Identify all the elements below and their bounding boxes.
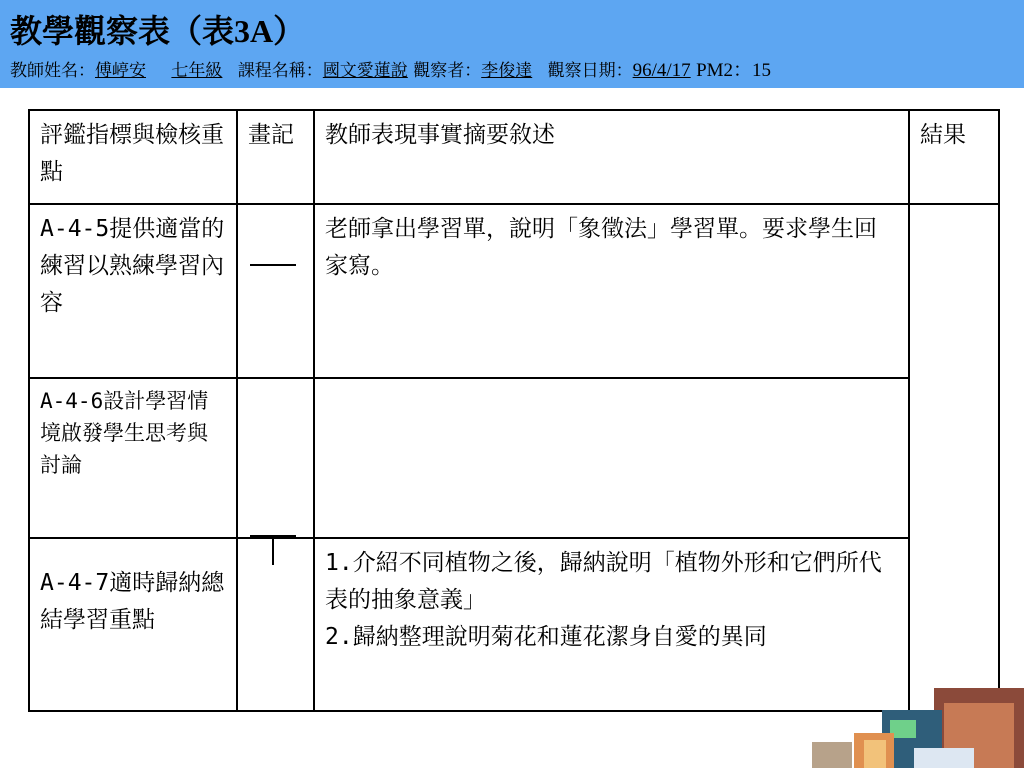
table-row xyxy=(29,378,999,538)
observation-date: 96/4/17 xyxy=(632,60,691,81)
mark-cell xyxy=(237,204,314,378)
course-name: 國文愛蓮說 xyxy=(322,61,408,81)
teacher-name: 傅嵉安 xyxy=(95,61,146,81)
summary-line-1: 1.介紹不同植物之後，歸納說明「植物外形和它們所代表的抽象意義」 xyxy=(325,550,882,613)
course-label: 課程名稱： xyxy=(237,61,323,81)
header-indicator: 評鑑指標與檢核重點 xyxy=(29,110,237,204)
grade: 七年級 xyxy=(171,61,223,81)
summary-line-2: 2.歸納整理說明菊花和蓮花潔身自愛的異同 xyxy=(325,624,767,650)
indicator-cell: A-4-5提供適當的練習以熟練學習內容 xyxy=(29,204,237,378)
tally-t-mark xyxy=(250,535,296,567)
observer-name: 李俊達 xyxy=(481,61,533,81)
mark-cell xyxy=(237,538,314,711)
date-label: 觀察日期： xyxy=(547,61,633,81)
indicator-cell: A-4-6設計學習情境啟發學生思考與討論 xyxy=(29,378,237,538)
summary-cell: 老師拿出學習單，說明「象徵法」學習單。要求學生回家寫。 xyxy=(314,204,909,378)
mark-cell xyxy=(237,378,314,538)
table-header-row xyxy=(29,110,999,204)
indicator-cell: A-4-7適時歸納總結學習重點 xyxy=(29,538,237,711)
header-mark: 畫記 xyxy=(237,110,314,204)
observation-table xyxy=(28,109,1000,712)
observation-info xyxy=(10,55,771,82)
observation-time: PM2：15 xyxy=(696,60,772,81)
result-cell xyxy=(909,204,999,711)
cartoon-figure-image xyxy=(794,648,1024,768)
observer-label: 觀察者： xyxy=(413,61,482,81)
teacher-label: 教師姓名： xyxy=(10,61,95,81)
table-row xyxy=(29,204,999,378)
header-summary: 教師表現事實摘要敘述 xyxy=(314,110,909,204)
tally-dash-mark xyxy=(250,264,296,266)
summary-cell xyxy=(314,378,909,538)
page-title: 教學觀察表（表3A） xyxy=(10,12,306,50)
header-result: 結果 xyxy=(909,110,999,204)
